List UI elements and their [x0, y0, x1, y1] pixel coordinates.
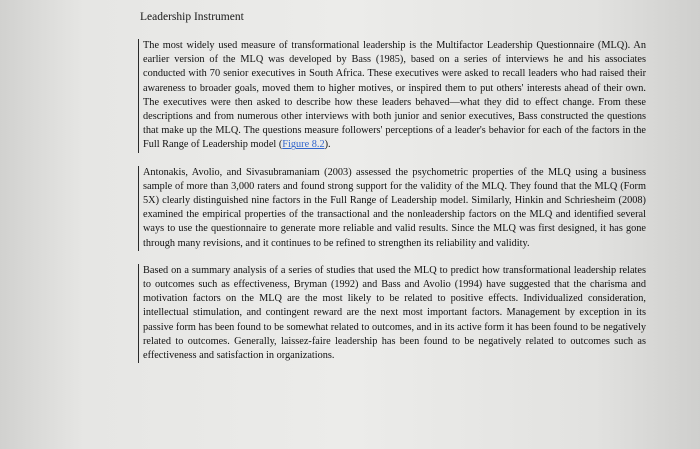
- document-content: [138, 10, 646, 363]
- figure-link[interactable]: Figure 8.2: [282, 139, 325, 151]
- paragraph-outcomes: [138, 264, 646, 363]
- section-heading: Leadership Instrument: [140, 11, 244, 23]
- paragraph-psychometric: [138, 166, 646, 251]
- paragraph-text: The most widely used measure of transformational leadership is the Multifactor Leadership Questionnaire (MLQ). An earlier version of the MLQ was developed by Bass (1985), based on a series of interviews he and his associates conducted with 70 senior executives in South Africa. These executives were asked to recall leaders who had raised their awareness to broader goals, moved them to higher motives, or inspired them to put others' interests ahead of their own. The executives were then asked to describe how these leaders behaved—what they did to effect change. From these descriptions and from numerous other interviews with both junior and senior executives, Bass constructed the questions that make up the MLQ. The questions measure followers' perceptions of a leader's behavior for each of the factors in the Full Range of Leadership model (: [143, 40, 646, 151]
- paragraph-text: Antonakis, Avolio, and Sivasubramaniam (2003) assessed the psychometric properties of the MLQ using a business sample of more than 3,000 raters and found strong support for the validity of the MLQ. They found that the MLQ (Form 5X) clearly distinguished nine factors in the Full Range of Leadership model. Similarly, Hinkin and Schriesheim (2008) examined the empirical properties of the transactional and the nonleadership factors on the MLQ and identified several ways to use the questionnaire to generate more reliable and valid results. Since the MLQ was first designed, it has gone through many revisions, and it continues to be refined to strengthen its reliability and validity.: [143, 166, 646, 249]
- paragraph-text: Based on a summary analysis of a series of studies that used the MLQ to predict how transformational leadership relates to outcomes such as effectiveness, Bryman (1992) and Bass and Avolio (1994) have suggested that the charisma and motivation factors on the MLQ are the most likely to be related to positive effects. Individualized consideration, intellectual stimulation, and contingent reward are the next most important factors. Management by exception in its passive form has been found to be somewhat related to outcomes, and in its active form it has been found to be negatively related to outcomes. Generally, laissez-faire leadership has been found to be negatively related to outcomes such as effectiveness and satisfaction in organizations.: [143, 264, 646, 362]
- paragraph-mlq-overview: [138, 39, 646, 153]
- paragraph-text-end: ).: [324, 139, 331, 151]
